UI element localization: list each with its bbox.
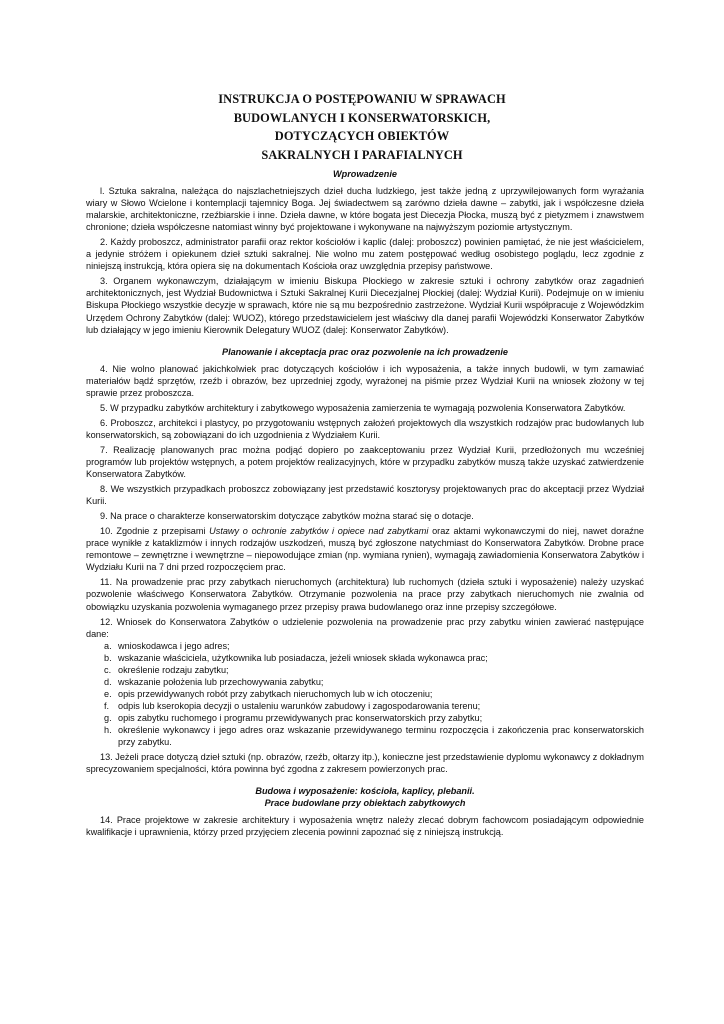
document-body [86,168,644,841]
list-item [86,652,644,664]
list-item-letter: f. [104,700,110,711]
title-line: INSTRUKCJA O POSTĘPOWANIU W SPRAWACH [218,92,506,106]
paragraph-1: l. Sztuka sakralna, należąca do najszlachetniejszych dzieł ducha ludzkiego, jest także jedną z uprzywilejowanych form wyrażania wiary w Słowo Wcielone i kontemplacji tajemnicy Boga. Jej świadectwem są zarówno dzieła dawne – zabytki, jak i współczesne dzieła malarskie, architektoniczne, rzeźbiarskie i inne. Dzieła dawne, w które bogata jest Diecezja Płocka, muszą być z pietyzmem i znawstwem chronione; dzieła współczesne natomiast winny być projektowane i wykonywane na najwyższym poziomie artystycznym. [86,186,644,233]
list-item-letter: e. [104,688,112,699]
paragraph-12: 12. Wniosek do Konserwatora Zabytków o udzielenie pozwolenia na prowadzenie prac przy zabytku winien zawierać następujące dane: [86,616,644,639]
list-item-letter: h. [104,724,112,735]
paragraph-10-end: oraz aktami wykonawczymi do niej, nawet doraźne prace wynikłe z kataklizmów i innych rodzajów uszkodzeń, muszą być zgłoszone natychmiast do Konserwatora Zabytków. Drobne prace remontowe – zewnętrzne i wewnętrzne – niepowodujące zmian (np. wymiana rynien), wymagają zawiadomienia Konserwatora Zabytków i Wydziału Kurii na 7 dni przed rozpoczęciem prac. [86,526,645,573]
list-item-letter: d. [104,676,112,687]
paragraph-5: 5. W przypadku zabytków architektury i zabytkowego wyposażenia zamierzenia te wymagają pozwolenia Konserwatora Zabytków. [100,402,626,413]
list-item [86,712,644,724]
paragraph-7: 7. Realizację planowanych prac można podjąć dopiero po zaakceptowaniu przez Wydział Kurii, przedłożonych mu wcześniej programów lub projektów wstępnych, a potem projektów realizacyjnych, które w przypadku zabytków muszą także uzyskać zatwierdzenie Konserwatora Zabytków. [86,444,644,480]
paragraph-14: 14. Prace projektowe w zakresie architektury i wyposażenia wnętrz należy zlecać dobrym fachowcom posiadającym odpowiednie kwalifikacje i uprawnienia, którzy przed przyjęciem zlecenia powinni zapoznać się z niniejszą instrukcją. [86,815,644,838]
paragraph-2: 2. Każdy proboszcz, administrator parafii oraz rektor kościołów i kaplic (dalej: proboszcz) powinien pamiętać, że nie jest właścicielem, a jedynie stróżem i opiekunem dzieł sztuki sakralnej. Nie wolno mu zatem postępować według osobistego poglądu, lecz zgodnie z niniejszą instrukcją, która opiera się na dokumentach Kościoła oraz uwzględnia przepisy państwowe. [86,237,644,272]
paragraph-13: 13. Jeżeli prace dotyczą dzieł sztuki (np. obrazów, rzeźb, ołtarzy itp.), konieczne jest przedstawienie dyplomu wykonawcy z dokładnym sprecyzowaniem specjalności, która powinna być zgodna z zakresem powierzonych prac. [86,752,644,775]
title-line: BUDOWLANYCH I KONSERWATORSKICH, [233,110,491,125]
document-title [0,90,724,164]
list-item-text: wnioskodawca i jego adres; [118,640,230,651]
paragraph-10 [86,525,644,573]
list-item [86,700,644,712]
paragraph-8: 8. We wszystkich przypadkach proboszcz zobowiązany jest przedstawić kosztorysy projektowanych prac do akceptacji przez Wydział Kurii. [86,484,644,507]
title-line: SAKRALNYCH I PARAFIALNYCH [261,147,463,162]
list-item [86,688,644,700]
list-item [86,640,644,652]
application-requirements-list [86,640,644,748]
title-line: DOTYCZĄCYCH OBIEKTÓW [274,129,450,143]
list-item-text: wskazanie właściciela, użytkownika lub posiadacza, jeżeli wniosek składa wykonawca prac; [118,652,488,663]
paragraph-4: 4. Nie wolno planować jakichkolwiek prac dotyczących kościołów i ich wyposażenia, a także innych budowli, w tym zamawiać materiałów bądź sprzętów, rzeźb i obrazów, bez uprzedniej zgody, wyrażonej na piśmie przez Wydział Kurii na wniosek złożony w tej sprawie przez proboszcza. [86,363,644,398]
paragraph-10-start: 10. Zgodnie z przepisami [100,526,210,537]
section-heading-planning: Planowanie i akceptacja prac oraz pozwolenie na ich prowadzenie [221,346,508,357]
paragraph-6: 6. Proboszcz, architekci i plastycy, po przygotowaniu wstępnych założeń projektowych dla wszystkich rodzajów prac budowlanych lub konserwatorskich, są zobowiązani do ich uzgodnienia z Wydziałem Kurii. [86,417,644,440]
list-item-letter: c. [104,664,112,675]
list-item-text: odpis lub kserokopia decyzji o ustaleniu warunków zabudowy i zagospodarowania terenu; [118,700,481,711]
list-item [86,724,644,748]
paragraph-9: 9. Na prace o charakterze konserwatorskim dotyczące zabytków można starać się o dotacje. [100,511,474,522]
list-item-text: opis zabytku ruchomego i programu przewidywanych prac konserwatorskich przy zabytku; [118,712,483,723]
list-item-text: określenie rodzaju zabytku; [118,664,229,675]
law-title: Ustawy o ochronie zabytków i opiece nad zabytkami [209,526,429,537]
section-heading-building [86,785,644,797]
list-item-letter: a. [104,640,112,651]
list-item-text: wskazanie położenia lub przechowywania zabytku; [118,676,324,687]
section-heading-building-line1: Budowa i wyposażenie: kościoła, kaplicy, plebanii. [255,786,475,797]
list-item [86,676,644,688]
list-item-letter: b. [104,652,112,663]
list-item-letter: g. [104,712,112,723]
paragraph-3: 3. Organem wykonawczym, działającym w imieniu Biskupa Płockiego w zakresie sztuki i ochrony zabytków oraz zagadnień architektonicznych, jest Wydział Budownictwa i Sztuki Sakralnej Kurii Diecezjalnej Płockiej (dalej: Wydział Kurii). Podejmuje on w imieniu Biskupa Płockiego wszystkie decyzje w sprawach, które nie są mu bezpośrednio zastrzeżone. Wydział Kurii współpracuje z Wojewódzkim Urzędem Ochrony Zabytków (dalej: WUOZ), którego przedstawicielem jest właściwy dla danej parafii Wojewódzki Konserwator Zabytków lub działający w jego imieniu Kierownik Delegatury WUOZ (dalej: Konserwator Zabytków). [86,276,644,335]
section-heading-intro: Wprowadzenie [333,169,397,179]
paragraph-11: 11. Na prowadzenie prac przy zabytkach nieruchomych (architektura) lub ruchomych (dzieła sztuki i wyposażenie) należy uzyskać pozwolenie właściwego Konserwatora Zabytków. Otrzymanie pozwolenia na prace przy zabytkach nieruchomych nie zwalnia od obowiązku uzyskania pozwolenia wymaganego przez przepisy prawa budowlanego oraz inne przepisy szczegółowe. [86,577,644,612]
list-item [86,664,644,676]
list-item-text: określenie wykonawcy i jego adres oraz wskazanie przewidywanego terminu rozpoczęcia i zakończenia prac konserwatorskich przy zabytku. [118,724,644,748]
list-item-text: opis przewidywanych robót przy zabytkach nieruchomych lub w ich otoczeniu; [118,688,433,699]
section-heading-building-works: Prace budowlane przy obiektach zabytkowych [264,798,466,809]
